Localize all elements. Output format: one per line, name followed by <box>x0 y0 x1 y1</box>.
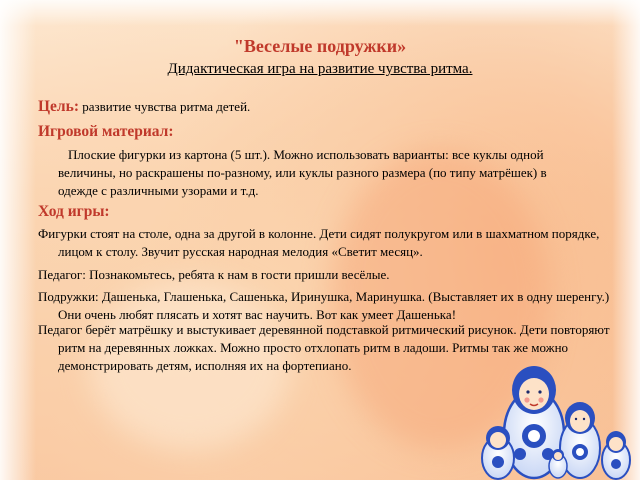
friends-line: Подружки: Дашенька, Глашенька, Сашенька, Иринушка, Маринушка. (Выставляет их в одну шеренгу.) Они очень любят плясать и хотят вас научить. Вот как умеет Дашенька! <box>38 289 610 322</box>
material-heading: Игровой материал: <box>38 123 174 140</box>
teacher-action-line: Педагог берёт матрёшку и выстукивает деревянной подставкой ритмический рисунок. Дети повторяют ритм на деревянных ложках. Можно просто отхлопать ритм в ладоши. Ритмы так же можно демонстрировать детям, исполняя их на фортепиано. <box>38 322 610 373</box>
teacher-line: Педагог: Познакомьтесь, ребята к нам в гости пришли весёлые. <box>38 267 390 282</box>
course-heading: Ход игры: <box>38 203 110 220</box>
page-subtitle: Дидактическая игра на развитие чувства ритма. <box>167 61 473 77</box>
goal-text: развитие чувства ритма детей. <box>79 99 251 114</box>
matryoshka-dolls-image <box>476 356 640 480</box>
matryoshka-doll-small-right <box>602 431 630 479</box>
course-text: Фигурки стоят на столе, одна за другой в колонне. Дети сидят полукругом или в шахматном порядке, лицом к столу. Звучит русская народная мелодия «Светит месяц». <box>38 226 600 259</box>
material-text: Плоские фигурки из картона (5 шт.). Можно использовать варианты: все куклы одной величины, но раскрашены по-разному, или куклы разного размера (по типу матрёшек) в одежде с различными узорами и т.д. <box>58 147 547 198</box>
matryoshka-doll-small-left <box>482 426 514 479</box>
page-title: "Веселые подружки» <box>233 36 407 56</box>
goal-paragraph <box>38 98 598 116</box>
material-paragraph <box>38 123 598 141</box>
goal-heading: Цель: <box>38 98 79 115</box>
course-paragraph <box>38 203 598 221</box>
